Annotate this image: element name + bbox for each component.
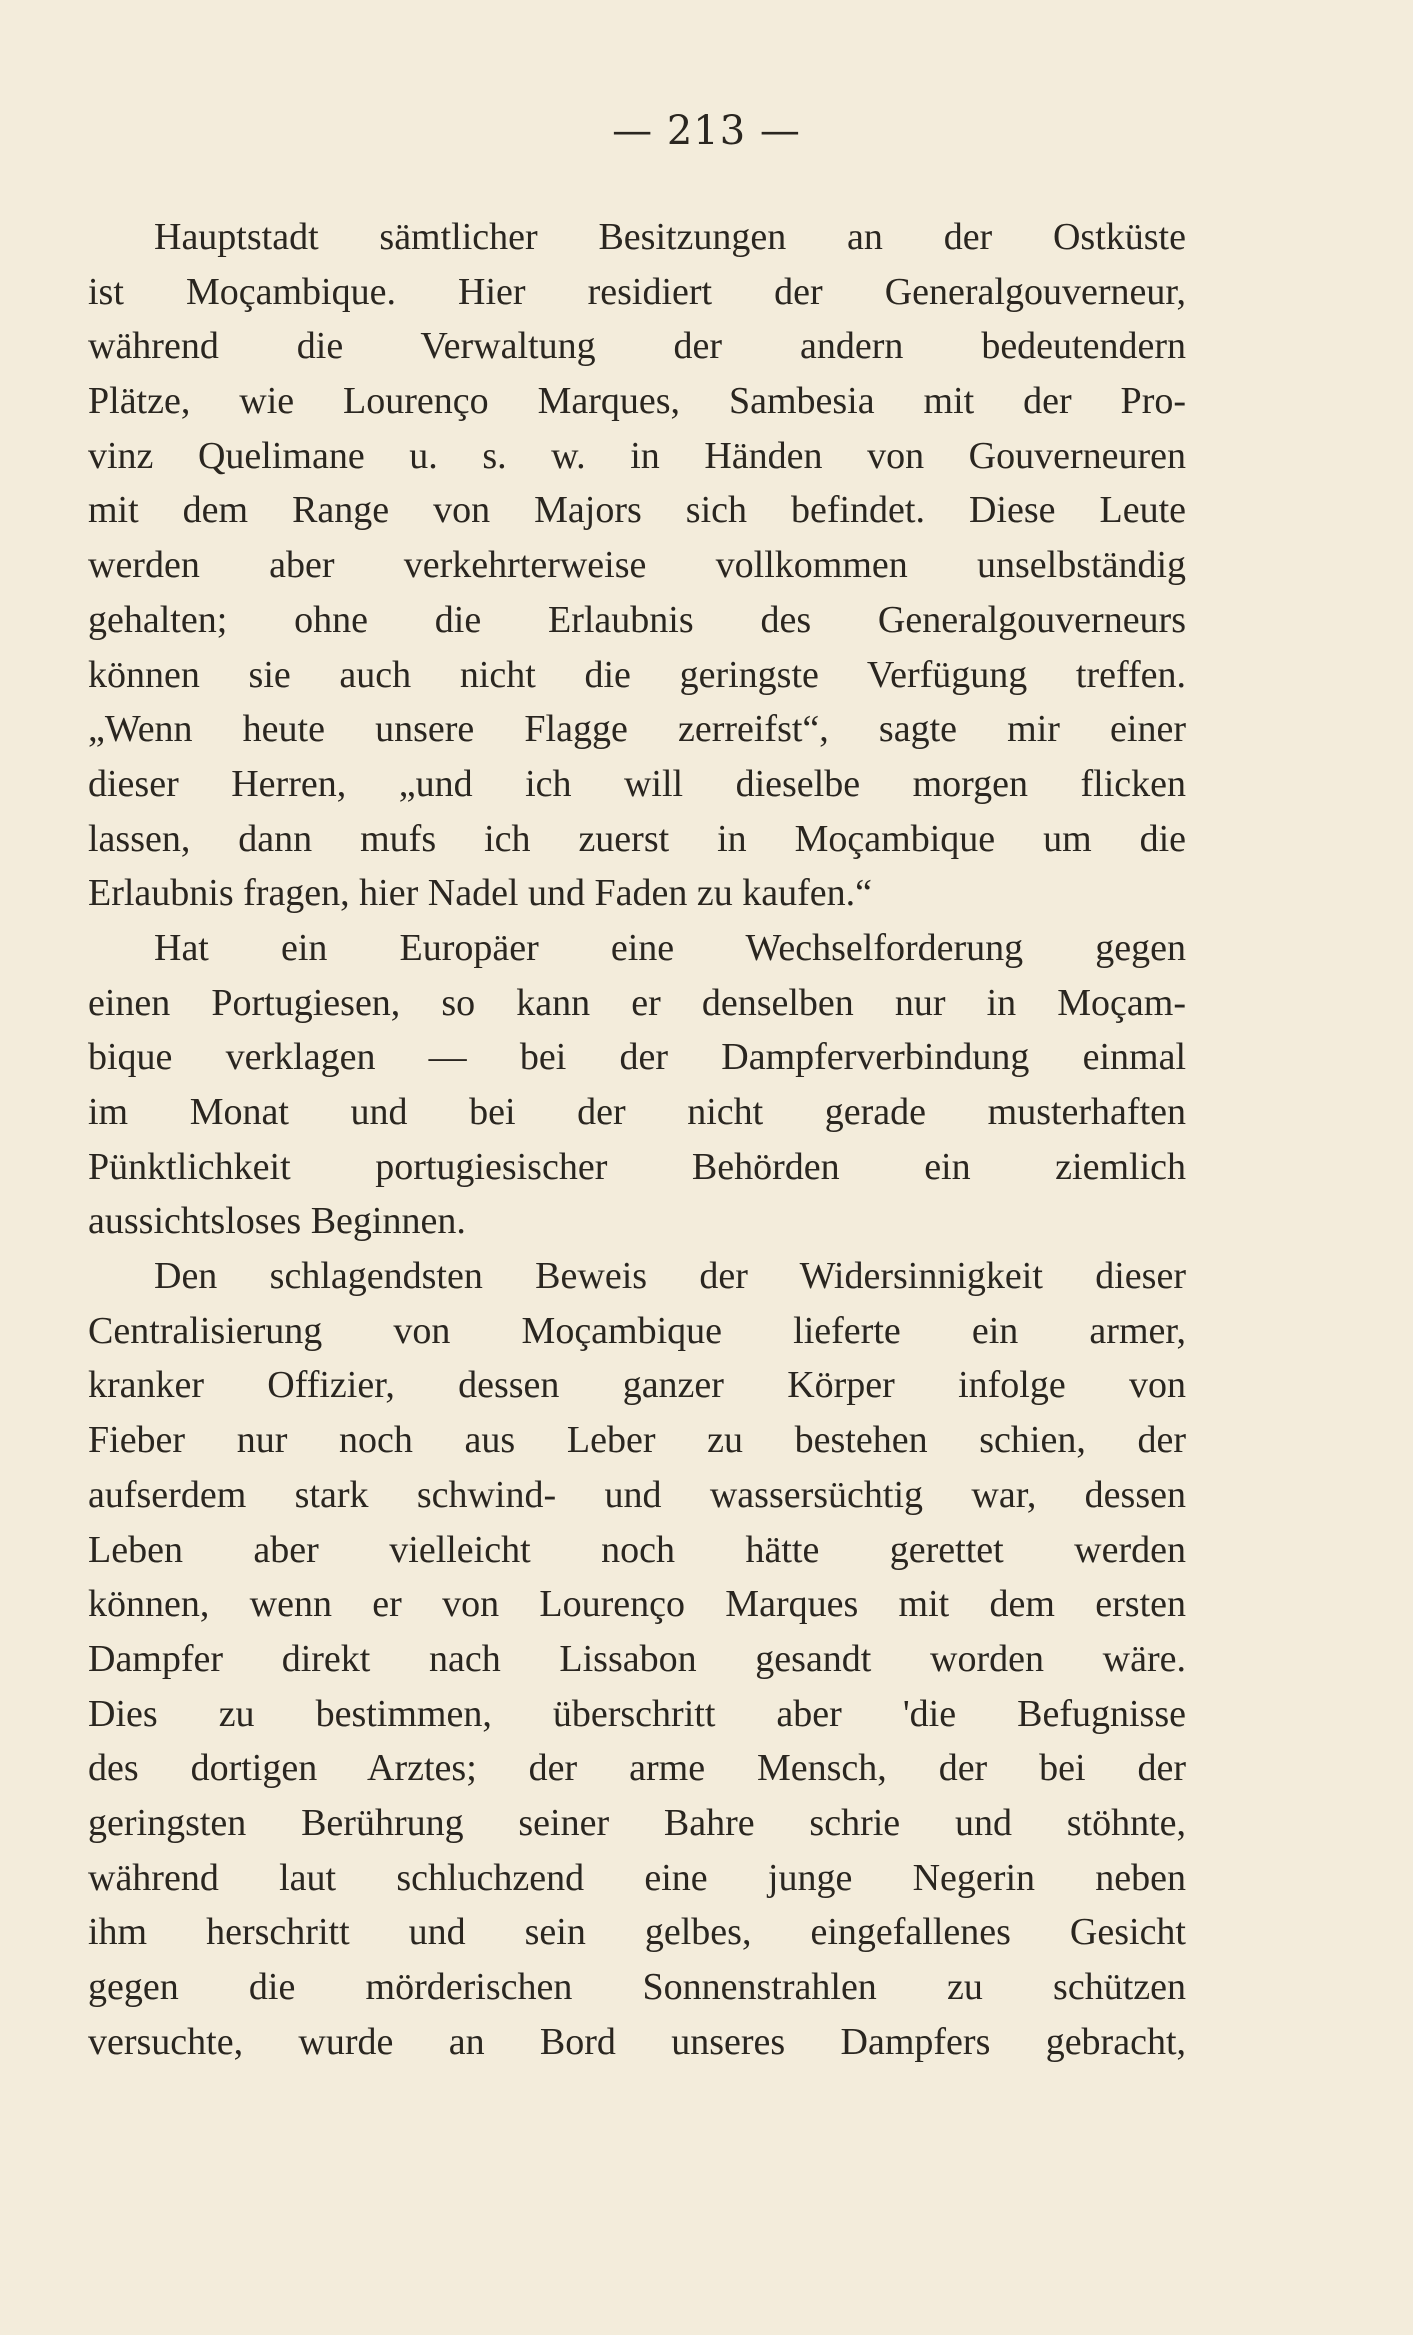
- text-line: aussichtsloses Beginnen.: [88, 1200, 466, 1243]
- text-line: können sie auch nicht die geringste Verfügung treffen.: [88, 653, 1186, 696]
- text-line: lassen, dann mufs ich zuerst in Moçambique um die: [88, 817, 1186, 860]
- text-line: werden aber verkehrterweise vollkommen unselbständig: [88, 544, 1186, 587]
- text-line: kranker Offizier, dessen ganzer Körper infolge von: [88, 1364, 1186, 1407]
- text-line: aufserdem stark schwind- und wassersüchtig war, dessen: [88, 1473, 1186, 1516]
- text-line: Pünktlichkeit portugiesischer Behörden ein ziemlich: [88, 1145, 1186, 1188]
- text-line: Dampfer direkt nach Lissabon gesandt worden wäre.: [88, 1637, 1186, 1680]
- text-line: geringsten Berührung seiner Bahre schrie und stöhnte,: [88, 1801, 1186, 1844]
- text-line: Plätze, wie Lourenço Marques, Sambesia mit der Pro-: [88, 380, 1186, 423]
- text-line: mit dem Range von Majors sich befindet. Diese Leute: [88, 489, 1186, 532]
- text-line: während laut schluchzend eine junge Negerin neben: [88, 1856, 1186, 1899]
- text-line: des dortigen Arztes; der arme Mensch, der bei der: [88, 1747, 1186, 1790]
- text-line: vinz Quelimane u. s. w. in Händen von Gouverneuren: [88, 434, 1186, 477]
- text-line: versuchte, wurde an Bord unseres Dampfers gebracht,: [88, 2020, 1186, 2063]
- text-line: ist Moçambique. Hier residiert der Generalgouverneur,: [88, 270, 1186, 313]
- text-line: Dies zu bestimmen, überschritt aber 'die Befugnisse: [88, 1692, 1186, 1735]
- text-line: gegen die mörderischen Sonnenstrahlen zu schützen: [88, 1966, 1186, 2008]
- text-line: Leben aber vielleicht noch hätte gerettet werden: [88, 1528, 1186, 1571]
- text-line: während die Verwaltung der andern bedeutendern: [88, 325, 1186, 368]
- text-line: „Wenn heute unsere Flagge zerreifst“, sagte mir einer: [88, 708, 1186, 751]
- page-number: — 213 —: [612, 108, 801, 154]
- text-line: Fieber nur noch aus Leber zu bestehen schien, der: [88, 1419, 1186, 1462]
- text-line: ihm herschritt und sein gelbes, eingefallenes Gesicht: [88, 1911, 1186, 1954]
- text-line: Centralisierung von Moçambique lieferte ein armer,: [88, 1309, 1186, 1352]
- text-line: dieser Herren, „und ich will dieselbe morgen flicken: [88, 762, 1186, 805]
- text-line: Hauptstadt sämtlicher Besitzungen an der Ostküste: [154, 216, 1186, 258]
- text-line: gehalten; ohne die Erlaubnis des Generalgouverneurs: [88, 598, 1186, 641]
- text-line: können, wenn er von Lourenço Marques mit dem ersten: [88, 1583, 1186, 1626]
- text-line: Den schlagendsten Beweis der Widersinnigkeit dieser: [154, 1255, 1186, 1298]
- body-text: [88, 210, 1186, 2069]
- text-line: Hat ein Europäer eine Wechselforderung gegen: [154, 926, 1186, 969]
- text-line: Erlaubnis fragen, hier Nadel und Faden zu kaufen.“: [88, 872, 872, 915]
- text-line: bique verklagen — bei der Dampferverbindung einmal: [88, 1036, 1186, 1079]
- text-line: im Monat und bei der nicht gerade musterhaften: [88, 1091, 1186, 1133]
- text-line: einen Portugiesen, so kann er denselben nur in Moçam-: [88, 981, 1186, 1024]
